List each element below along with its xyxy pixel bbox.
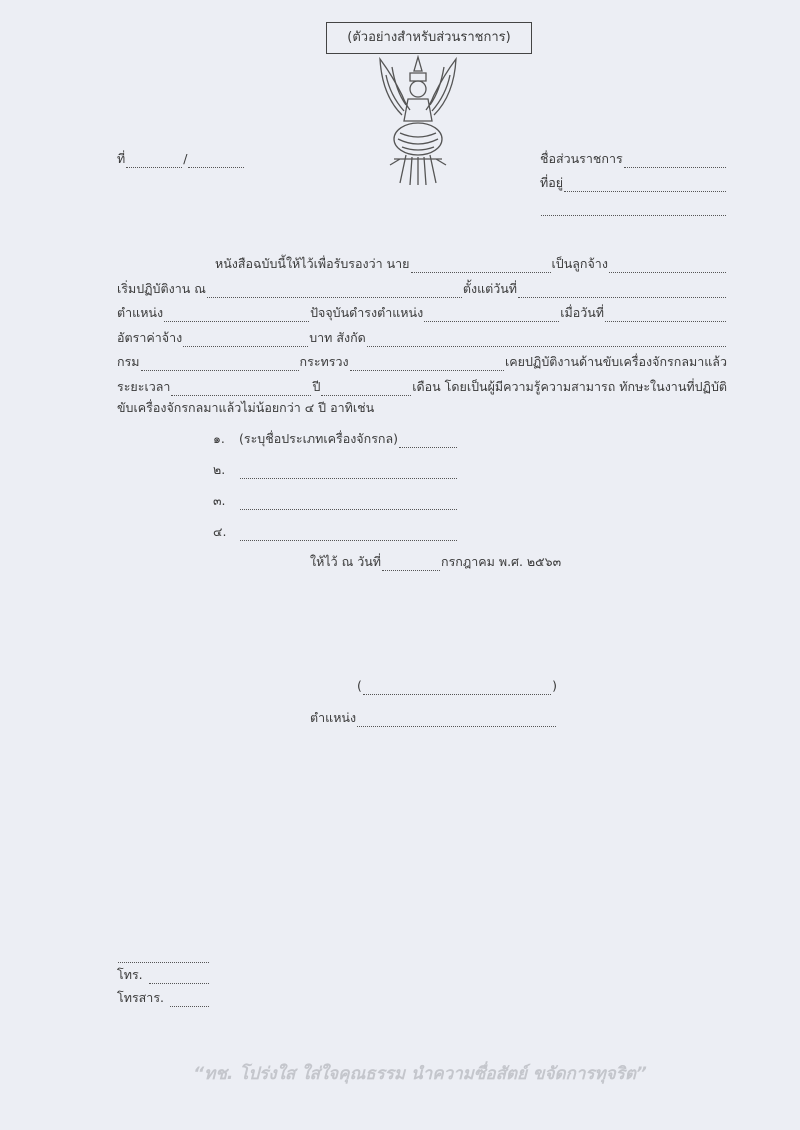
text: กรม [117,354,140,369]
list-item [213,492,458,510]
footer-slogan: “ทช. โปร่งใส ใส่ใจคุณธรรม นำความซื่อสัตย์ ขจัดการทุจริต” [193,1064,647,1084]
text: กระทรวง [299,354,349,369]
position-date-blank[interactable] [605,308,726,322]
reference-number-field [117,150,245,168]
text: ระยะเวลา [117,379,171,394]
text: ขับเครื่องจักรกลมาแล้วไม่น้อยกว่า ๔ ปี อาทิเช่น [117,400,375,415]
list-number: ๒. [213,462,226,477]
signer-position-blank[interactable] [357,713,556,727]
list-number: ๑. [213,431,225,446]
phone-blank[interactable] [149,970,209,984]
list-blank[interactable] [240,527,457,541]
current-position-blank[interactable] [424,308,559,322]
text: เคยปฏิบัติงานด้านขับเครื่องจักรกลมาแล้ว [505,354,727,369]
body-line-1 [215,255,727,273]
list-item [213,430,458,448]
ref-blank-2[interactable] [188,154,244,168]
signature-name-line [357,677,557,695]
garuda-emblem-icon [372,55,464,187]
list-number: ๔. [213,524,227,539]
list-item [213,461,458,479]
position-blank[interactable] [164,308,309,322]
text: เป็นลูกจ้าง [551,256,608,271]
signer-name-blank[interactable] [363,681,551,695]
text: เมื่อวันที่ [560,305,605,320]
address-field [540,174,727,192]
ministry-blank[interactable] [350,357,504,371]
agency-blank[interactable] [624,154,726,168]
text: ปัจจุบันดำรงตำแหน่ง [310,305,424,320]
list-number: ๓. [213,493,226,508]
agency-label: ชื่อส่วนราชการ [540,151,623,166]
day-blank[interactable] [382,557,440,571]
body-line-4 [117,329,727,347]
body-line-3 [117,304,727,322]
text: เริ่มปฏิบัติงาน ณ [117,281,206,296]
address-label: ที่อยู่ [540,175,564,190]
date-line [310,553,561,571]
address-line-2 [540,198,727,216]
month-year: กรกฎาคม พ.ศ. ๒๕๖๓ [441,554,562,569]
text: เดือน โดยเป็นผู้มีความรู้ความสามารถ ทักษะในงานที่ปฏิบัติ [412,379,727,394]
sample-label-box [326,22,532,54]
ref-label: ที่ [117,151,126,166]
list-item [213,523,458,541]
fax-line [117,989,210,1007]
text: ตั้งแต่วันที่ [462,281,518,296]
date-label: ให้ไว้ ณ วันที่ [310,554,381,569]
list-blank[interactable] [240,496,457,510]
text: อัตราค่าจ้าง [117,330,183,345]
body-line-2 [117,280,727,298]
position-label: ตำแหน่ง [310,710,357,725]
ref-blank-1[interactable] [126,154,182,168]
address-blank[interactable] [564,178,726,192]
body-line-6 [117,378,727,396]
department-blank[interactable] [141,357,299,371]
list-blank[interactable] [399,434,457,448]
wage-blank[interactable] [183,333,308,347]
address-blank-2[interactable] [541,202,726,216]
list-text: (ระบุชื่อประเภทเครื่องจักรกล) [239,431,399,446]
phone-label: โทร. [117,967,143,982]
unit-blank[interactable] [118,949,209,963]
body-line-7 [117,399,374,417]
name-blank[interactable] [411,259,551,273]
signature-position-line [310,709,557,727]
workplace-blank[interactable] [207,284,462,298]
body-line-5 [117,353,727,371]
years-blank[interactable] [171,382,311,396]
phone-line [117,966,210,984]
employee-type-blank[interactable] [609,259,726,273]
ref-separator: / [183,151,188,166]
sample-label: (ตัวอย่างสำหรับส่วนราชการ) [347,30,511,45]
start-date-blank[interactable] [518,284,726,298]
list-blank[interactable] [240,465,457,479]
text: ตำแหน่ง [117,305,164,320]
fax-blank[interactable] [170,993,209,1007]
agency-field [540,150,727,168]
months-blank[interactable] [321,382,411,396]
text: หนังสือฉบับนี้ให้ไว้เพื่อรับรองว่า นาย [215,256,410,271]
text: บาท สังกัด [309,330,366,345]
contact-unit-line [117,945,210,963]
paren-open: ( [357,678,362,693]
affiliation-blank[interactable] [367,333,726,347]
paren-close: ) [552,678,557,693]
fax-label: โทรสาร. [117,990,165,1005]
text: ปี [312,379,321,394]
